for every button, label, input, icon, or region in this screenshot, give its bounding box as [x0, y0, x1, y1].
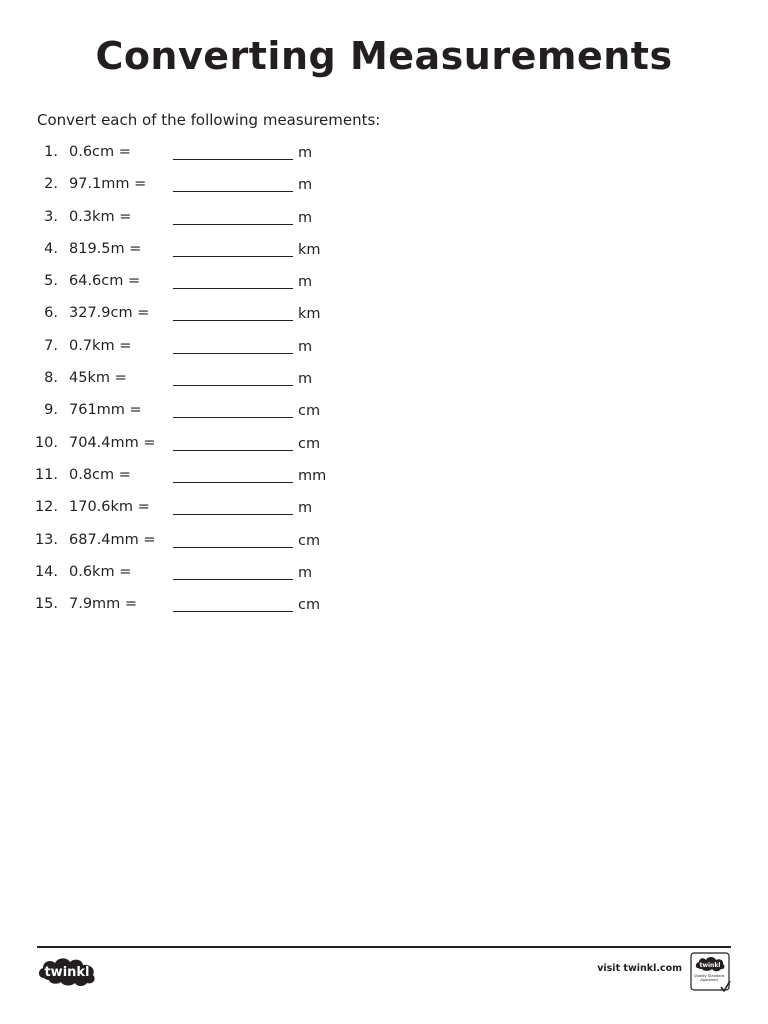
visit-twinkl-link[interactable]: visit twinkl.com — [597, 963, 682, 974]
question-number: 1. — [44, 144, 58, 160]
answer-blank[interactable] — [173, 159, 293, 160]
question-text: 0.6cm = — [69, 144, 131, 160]
answer-blank[interactable] — [173, 191, 293, 192]
question-text: 0.6km = — [69, 563, 132, 580]
answer-unit: m — [298, 177, 313, 194]
answer-unit: km — [298, 241, 321, 258]
question-text: 327.9cm = — [69, 305, 150, 322]
question-list — [0, 142, 768, 626]
page-title: Converting Measurements — [95, 34, 673, 78]
answer-unit: m — [298, 209, 313, 226]
question-item — [0, 433, 768, 465]
question-item — [0, 142, 768, 174]
question-item — [0, 239, 768, 271]
answer-blank[interactable] — [173, 417, 293, 418]
question-number: 6. — [44, 305, 58, 322]
question-text: 170.6km = — [69, 499, 150, 516]
answer-unit: m — [298, 338, 313, 355]
question-number: 8. — [44, 370, 58, 387]
answer-blank[interactable] — [173, 450, 293, 451]
answer-unit: km — [298, 306, 321, 323]
answer-unit: cm — [298, 597, 321, 614]
question-text: 7.9mm = — [69, 596, 138, 613]
question-item — [0, 303, 768, 335]
answer-unit: m — [298, 371, 313, 388]
question-item — [0, 465, 768, 497]
question-text: 0.8cm = — [69, 466, 131, 483]
question-number: 3. — [44, 208, 58, 225]
answer-blank[interactable] — [173, 353, 293, 354]
answer-unit: m — [298, 274, 313, 291]
answer-blank[interactable] — [173, 547, 293, 548]
answer-unit: m — [298, 145, 313, 161]
answer-unit: cm — [298, 532, 321, 549]
instructions: Convert each of the following measurements: — [37, 111, 381, 129]
question-item — [0, 400, 768, 432]
question-item — [0, 497, 768, 529]
footer-divider — [37, 946, 731, 948]
question-item — [0, 562, 768, 594]
answer-blank[interactable] — [173, 611, 293, 612]
question-number: 13. — [34, 531, 58, 548]
question-item — [0, 594, 768, 626]
question-item — [0, 530, 768, 562]
question-text: 0.7km = — [69, 337, 132, 354]
question-text: 819.5m = — [69, 240, 142, 257]
answer-blank[interactable] — [173, 224, 293, 225]
answer-unit: cm — [298, 403, 321, 420]
question-number: 14. — [34, 563, 58, 580]
question-item — [0, 336, 768, 368]
question-number: 5. — [44, 273, 58, 290]
answer-unit: m — [298, 500, 313, 517]
question-text: 0.3km = — [69, 208, 132, 225]
question-item — [0, 368, 768, 400]
question-text: 45km = — [69, 370, 127, 387]
answer-unit: mm — [298, 467, 327, 484]
question-text: 704.4mm = — [69, 434, 156, 451]
question-number: 10. — [34, 434, 58, 451]
answer-blank[interactable] — [173, 288, 293, 289]
answer-blank[interactable] — [173, 579, 293, 580]
question-number: 4. — [44, 240, 58, 257]
answer-blank[interactable] — [173, 482, 293, 483]
badge-brand-text: twinkl — [699, 962, 721, 969]
question-text: 687.4mm = — [69, 531, 156, 548]
answer-unit: cm — [298, 435, 321, 452]
answer-blank[interactable] — [173, 385, 293, 386]
question-number: 11. — [34, 466, 58, 483]
twinkl-logo — [36, 954, 98, 988]
quality-standard-badge — [690, 952, 732, 994]
question-number: 7. — [44, 337, 58, 354]
question-item — [0, 174, 768, 206]
question-text: 64.6cm = — [69, 273, 141, 290]
question-text: 97.1mm = — [69, 176, 147, 193]
question-item — [0, 271, 768, 303]
question-text: 761mm = — [69, 402, 142, 419]
question-item — [0, 207, 768, 239]
answer-blank[interactable] — [173, 256, 293, 257]
question-number: 12. — [34, 499, 58, 516]
answer-blank[interactable] — [173, 320, 293, 321]
badge-caption: Quality Standard Approved — [693, 974, 725, 983]
logo-text: twinkl — [44, 965, 90, 980]
answer-blank[interactable] — [173, 514, 293, 515]
question-number: 2. — [44, 176, 58, 193]
answer-unit: m — [298, 564, 313, 581]
question-number: 15. — [34, 596, 58, 613]
question-number: 9. — [44, 402, 58, 419]
